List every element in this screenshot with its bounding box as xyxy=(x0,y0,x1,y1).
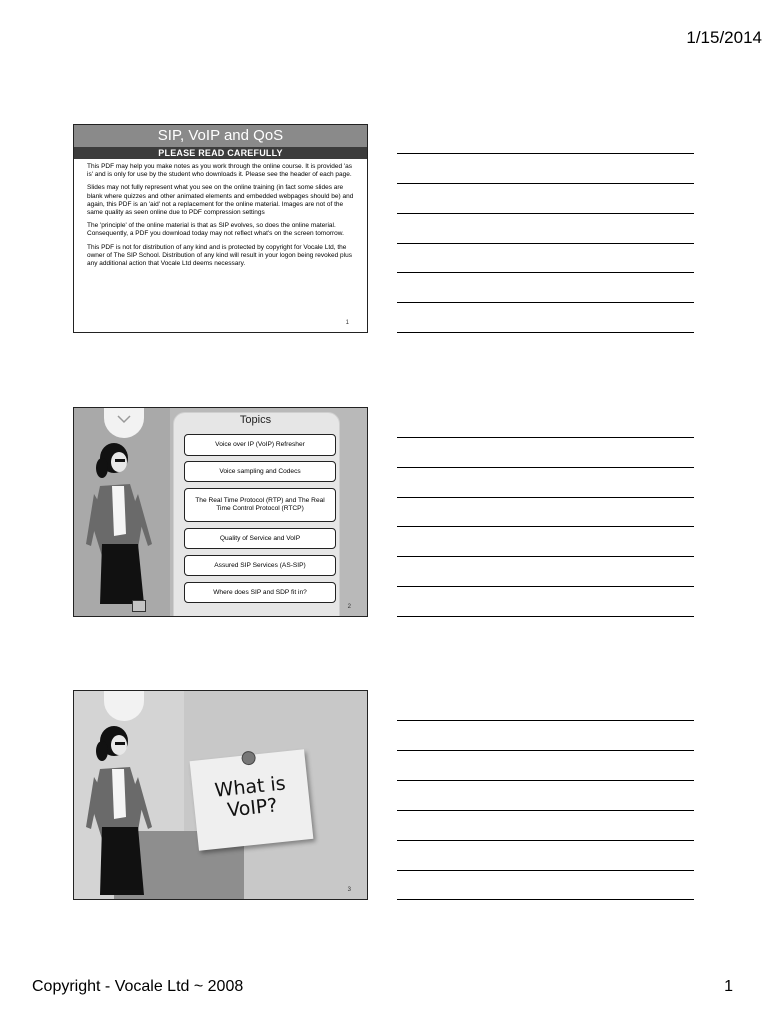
slide-subtitle: PLEASE READ CAREFULLY xyxy=(74,147,367,159)
slide-3-thumbnail xyxy=(73,690,368,900)
woman-illustration-icon xyxy=(82,434,162,616)
slide-body xyxy=(74,159,367,268)
slide-number: 2 xyxy=(347,604,351,610)
notice-paragraph: Slides may not fully represent what you see on the online training (in fact some slides are blank where quizzes and other animated elements and embedded webpages should be) and again, this PDF is an 'aid' not a replacement for the online material. Images are not of the same quality as seen online due to PDF compression settings xyxy=(87,184,354,217)
note-text-line: What is xyxy=(213,772,287,802)
checkbox-square xyxy=(132,600,146,612)
notice-paragraph: This PDF may help you make notes as you work through the online course. It is provided 'as is' and is only for use by the student who downloads it. Please see the header of each page. xyxy=(87,163,352,179)
topic-item: Voice sampling and Codecs xyxy=(184,461,336,482)
sticky-note xyxy=(190,749,314,851)
notice-paragraph: The 'principle' of the online material is that as SIP evolves, so does the online material. Consequently, a PDF you download today may not reflect what's on the screen tomorrow. xyxy=(87,222,344,238)
topic-item: Voice over IP (VoIP) Refresher xyxy=(184,434,336,456)
slide-2-thumbnail xyxy=(73,407,368,617)
print-date: 1/15/2014 xyxy=(686,28,762,47)
topic-item: Quality of Service and VoIP xyxy=(184,528,336,549)
topic-item: Where does SIP and SDP fit in? xyxy=(184,582,336,603)
topic-item: Assured SIP Services (AS-SIP) xyxy=(184,555,336,576)
slide-title: SIP, VoIP and QoS xyxy=(74,125,367,147)
slide-1-thumbnail xyxy=(73,124,368,333)
footer-page-number: 1 xyxy=(724,978,733,995)
slide-number: 1 xyxy=(345,320,349,326)
woman-illustration-icon xyxy=(82,717,162,899)
slide-number: 3 xyxy=(347,887,351,893)
notice-paragraph: This PDF is not for distribution of any kind and is protected by copyright for Vocale Ltd, the owner of The SIP School. Distribution of any kind will result in your logon being revoked plus any additional action that Vocale Ltd deems necessary. xyxy=(87,243,352,268)
footer-copyright: Copyright - Vocale Ltd ~ 2008 xyxy=(32,978,244,995)
topics-heading: Topics xyxy=(239,414,272,426)
topic-item: The Real Time Protocol (RTP) and The Real Time Control Protocol (RTCP) xyxy=(184,488,336,522)
note-text-line: VoIP? xyxy=(226,794,279,822)
